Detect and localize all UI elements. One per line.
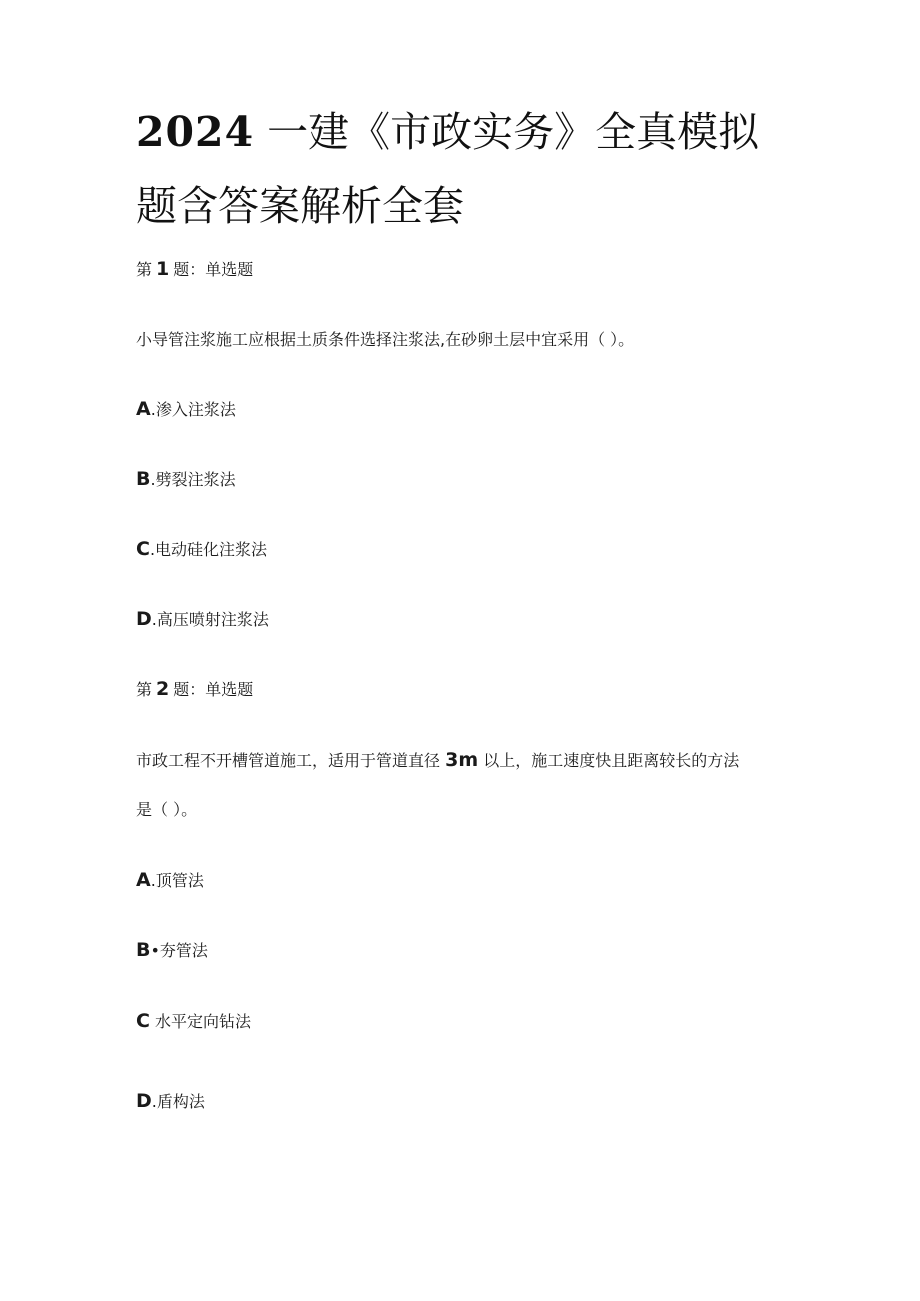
option-text: 顶管法	[155, 871, 204, 890]
option-letter: D	[136, 608, 152, 630]
question-1-option-d	[136, 608, 269, 631]
title-year: 2024	[136, 108, 255, 156]
option-separator: •	[150, 941, 160, 960]
option-separator: .	[150, 400, 156, 419]
option-text: 渗入注浆法	[155, 400, 236, 419]
question-header-prefix: 第	[136, 260, 153, 279]
option-letter: A	[136, 869, 151, 891]
option-text: 夯管法	[159, 941, 208, 960]
title-text-1: 一建《市政实务》全真模拟	[267, 108, 760, 156]
stem-emphasis: 3m	[445, 749, 479, 771]
option-text: 水平定向钻法	[155, 1012, 252, 1031]
option-text: 高压喷射注浆法	[156, 610, 269, 629]
option-text: 劈裂注浆法	[155, 470, 236, 489]
question-number: 2	[156, 678, 170, 700]
stem-text: 是（ ）。	[136, 800, 198, 819]
option-letter: B	[136, 939, 151, 961]
question-1-stem	[136, 330, 634, 349]
option-letter: A	[136, 398, 151, 420]
question-2-stem-line-2	[136, 800, 197, 819]
question-1-option-a	[136, 398, 236, 421]
question-2-option-a	[136, 869, 204, 892]
question-type: 题：单选题	[173, 260, 254, 279]
stem-text: 以上，施工速度快且距离较长的方法	[478, 751, 740, 770]
option-separator: .	[149, 540, 156, 559]
question-2-header	[136, 678, 253, 701]
question-2-option-b	[136, 939, 208, 962]
option-letter: B	[136, 468, 151, 490]
option-separator: .	[150, 470, 156, 489]
question-type: 题：单选题	[173, 680, 254, 699]
question-1-header	[136, 258, 253, 281]
document-title-line-1	[136, 108, 776, 156]
stem-text: 小导管注浆施工应根据土质条件选择注浆法,在砂卵土层中宜采用（ ）。	[136, 330, 635, 349]
option-letter: C	[136, 1010, 150, 1032]
question-2-option-d	[136, 1090, 205, 1113]
question-number: 1	[156, 258, 170, 280]
option-text: 盾构法	[156, 1092, 205, 1111]
option-separator: .	[150, 871, 156, 890]
option-letter: D	[136, 1090, 152, 1112]
question-2-option-c	[136, 1010, 251, 1033]
document-title-line-2: 题含答案解析全套	[136, 182, 464, 230]
option-text: 电动硅化注浆法	[155, 540, 268, 559]
option-separator: .	[151, 610, 157, 629]
option-separator: .	[151, 1092, 157, 1111]
option-letter: C	[136, 538, 150, 560]
question-2-stem-line-1	[136, 749, 739, 772]
question-header-prefix: 第	[136, 680, 153, 699]
question-1-option-b	[136, 468, 236, 491]
question-1-option-c	[136, 538, 267, 561]
stem-text: 市政工程不开槽管道施工，适用于管道直径	[136, 751, 446, 770]
